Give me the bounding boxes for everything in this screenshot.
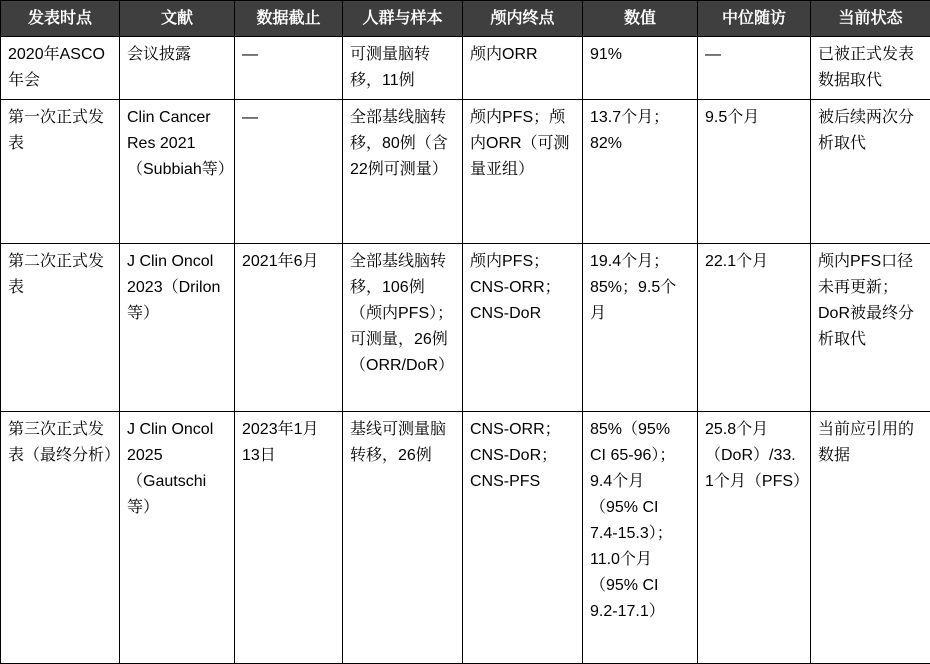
cell-value: 85%（95% CI 65-96）；9.4个月（95% CI 7.4-15.3）；11.0个月（95% CI 9.2-17.1）: [583, 412, 698, 664]
cell-publication-time: 第一次正式发表: [1, 100, 120, 244]
cell-publication-time: 第三次正式发表（最终分析）: [1, 412, 120, 664]
cell-data-cutoff: —: [235, 100, 343, 244]
cell-reference: J Clin Oncol 2025（Gautschi等）: [120, 412, 235, 664]
cell-population-sample: 可测量脑转移，11例: [343, 37, 463, 100]
header-data-cutoff: 数据截止: [235, 1, 343, 37]
table-row: [1, 244, 930, 412]
cell-publication-time: 第二次正式发表: [1, 244, 120, 412]
cell-intracranial-endpoint: CNS-ORR；CNS-DoR；CNS-PFS: [463, 412, 583, 664]
cell-reference: J Clin Oncol 2023（Drilon等）: [120, 244, 235, 412]
cell-median-follow-up: 9.5个月: [698, 100, 811, 244]
header-current-status: 当前状态: [811, 1, 930, 37]
cell-data-cutoff: —: [235, 37, 343, 100]
header-reference: 文献: [120, 1, 235, 37]
cell-median-follow-up: 22.1个月: [698, 244, 811, 412]
cell-current-status: 当前应引用的数据: [811, 412, 930, 664]
header-publication-time: 发表时点: [1, 1, 120, 37]
cell-reference: 会议披露: [120, 37, 235, 100]
header-row: [1, 1, 930, 37]
cell-reference: Clin Cancer Res 2021（Subbiah等）: [120, 100, 235, 244]
cell-current-status: 已被正式发表数据取代: [811, 37, 930, 100]
cell-current-status: 被后续两次分析取代: [811, 100, 930, 244]
header-median-follow-up: 中位随访: [698, 1, 811, 37]
cell-current-status: 颅内PFS口径未再更新；DoR被最终分析取代: [811, 244, 930, 412]
table-row: [1, 412, 930, 664]
cell-intracranial-endpoint: 颅内ORR: [463, 37, 583, 100]
table-row: [1, 100, 930, 244]
header-population-sample: 人群与样本: [343, 1, 463, 37]
cell-population-sample: 全部基线脑转移，106例（颅内PFS）；可测量，26例（ORR/DoR）: [343, 244, 463, 412]
cell-population-sample: 全部基线脑转移，80例（含22例可测量）: [343, 100, 463, 244]
cell-intracranial-endpoint: 颅内PFS；CNS-ORR；CNS-DoR: [463, 244, 583, 412]
cell-population-sample: 基线可测量脑转移，26例: [343, 412, 463, 664]
header-intracranial-endpoint: 颅内终点: [463, 1, 583, 37]
cell-value: 13.7个月；82%: [583, 100, 698, 244]
cell-value: 91%: [583, 37, 698, 100]
header-value: 数值: [583, 1, 698, 37]
cell-data-cutoff: 2023年1月13日: [235, 412, 343, 664]
cell-median-follow-up: 25.8个月（DoR）/33.1个月（PFS）: [698, 412, 811, 664]
cell-value: 19.4个月；85%；9.5个月: [583, 244, 698, 412]
table-row: [1, 37, 930, 100]
cell-publication-time: 2020年ASCO年会: [1, 37, 120, 100]
cell-median-follow-up: —: [698, 37, 811, 100]
cell-intracranial-endpoint: 颅内PFS；颅内ORR（可测量亚组）: [463, 100, 583, 244]
cell-data-cutoff: 2021年6月: [235, 244, 343, 412]
